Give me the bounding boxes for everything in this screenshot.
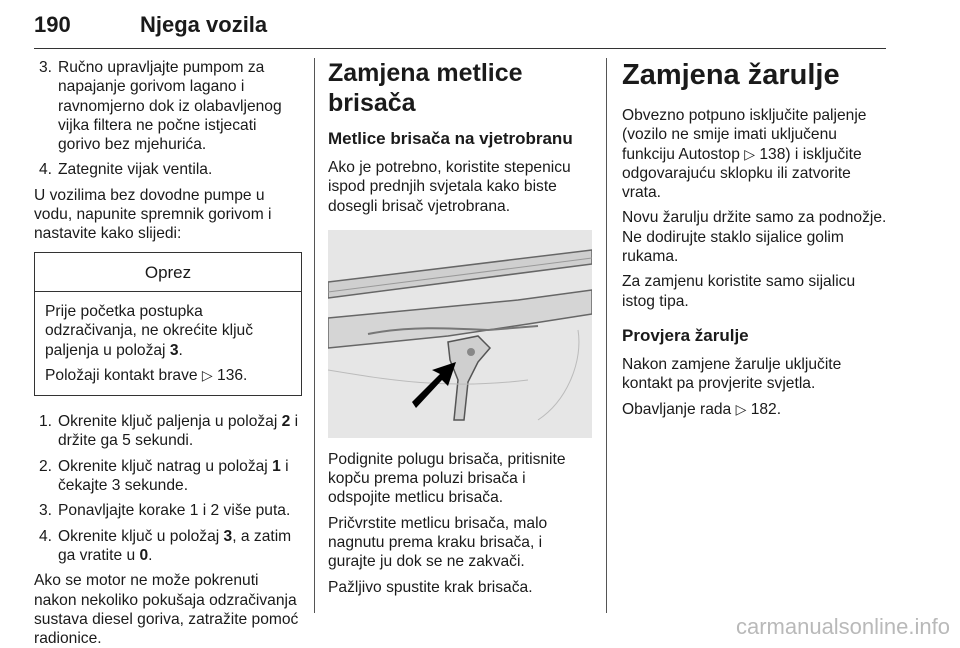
page-number: 190: [34, 12, 71, 37]
page-header: [34, 4, 886, 49]
column-left: [34, 58, 302, 648]
page-reference[interactable]: 182.: [750, 400, 782, 418]
page-ref-arrow-icon: ▷: [744, 145, 756, 162]
column-right: [622, 58, 888, 419]
list-item: 1. Okrenite ključ paljenja u položaj 2 i držite ga 5 sekundi.: [38, 413, 299, 450]
caution-paragraph: Položaji kontakt brave ▷ 136.: [45, 366, 248, 384]
column-middle: [328, 58, 592, 597]
page-ref-arrow-icon: ▷: [201, 366, 213, 383]
list-item: 2. Okrenite ključ natrag u položaj 1 i čekajte 3 sekunde.: [38, 457, 289, 495]
paragraph: Podignite polugu brisača, pritisnite kopču prema poluzi brisača i odspojite metlicu brisača.: [328, 450, 566, 507]
paragraph: Pažljivo spustite krak brisača.: [328, 578, 533, 596]
page-reference[interactable]: 136.: [217, 366, 248, 384]
outro-paragraph: Ako se motor ne može pokrenuti nakon nekoliko pokušaja odzračivanja sustava diesel goriva, zatražite pomoć radionice.: [34, 572, 299, 648]
caution-paragraph: Prije početka postupka odzračivanja, ne okrećite ključ paljenja u položaj 3.: [45, 302, 254, 359]
watermark: carmanualsonline.info: [735, 614, 950, 639]
paragraph: Obavljanje rada ▷ 182.: [622, 400, 782, 418]
paragraph: Za zamjenu koristite samo sijalicu istog tipa.: [622, 273, 856, 310]
wiper-image: [328, 230, 592, 438]
paragraph: Nakon zamjene žarulje uključite kontakt pa provjerite svjetla.: [622, 355, 842, 393]
section-title: Zamjena žarulje: [622, 59, 840, 91]
caution-box: [34, 252, 302, 396]
section-subtitle: Metlice brisača na vjetrobranu: [328, 129, 573, 148]
list-item: 4. Okrenite ključ u položaj 3, a zatim ga vratite u 0.: [38, 527, 292, 564]
list-item: 3. Ručno upravljajte pumpom za napajanje gorivom lagano i ravnomjerno dok iz olabavljenog vijka filtera ne počne istjecati gorivo bez mjehurića.: [38, 59, 282, 154]
column-divider: [606, 58, 607, 613]
page-ref-arrow-icon: ▷: [735, 400, 747, 417]
paragraph: Pričvrstite metlicu brisača, malo nagnutu prema kraku brisača, i gurajte ju dok se ne zakvači.: [328, 514, 548, 571]
list-item: 3. Ponavljajte korake 1 i 2 više puta.: [38, 502, 291, 520]
step-text: Zategnite vijak ventila.: [58, 161, 213, 179]
chapter-title: Njega vozila: [140, 12, 268, 37]
paragraph: Obvezno potpuno isključite paljenje (vozilo ne smije imati uključenu funkciju Autostop ▷ 138) i isključite odgovarajuću sklopku ili zatvorite vrata.: [622, 107, 867, 202]
paragraph: Ako je potrebno, koristite stepenicu ispod prednjih svjetala kako biste dosegli brisač vjetrobrana.: [328, 159, 571, 215]
wiper-illustration: [328, 230, 592, 438]
column-divider: [314, 58, 315, 613]
step-text: Ručno upravljajte pumpom za napajanje gorivom lagano i ravnomjerno dok iz olabavljenog vijka filtera ne počne istjecati gorivo bez mjehurića.: [58, 59, 282, 154]
paragraph: Novu žarulju držite samo za podnožje. Ne dodirujte staklo sijalice golim rukama.: [622, 209, 887, 266]
section-title: Zamjena metlice brisača: [328, 59, 523, 117]
intro-paragraph: U vozilima bez dovodne pumpe u vodu, napunite spremnik gorivom i nastavite kako slijedi:: [34, 186, 272, 243]
section-subtitle: Provjera žarulje: [622, 325, 749, 345]
list-item: 4. Zategnite vijak ventila.: [38, 161, 213, 179]
caution-title: Oprez: [35, 253, 301, 292]
page-reference[interactable]: 138: [759, 145, 786, 163]
